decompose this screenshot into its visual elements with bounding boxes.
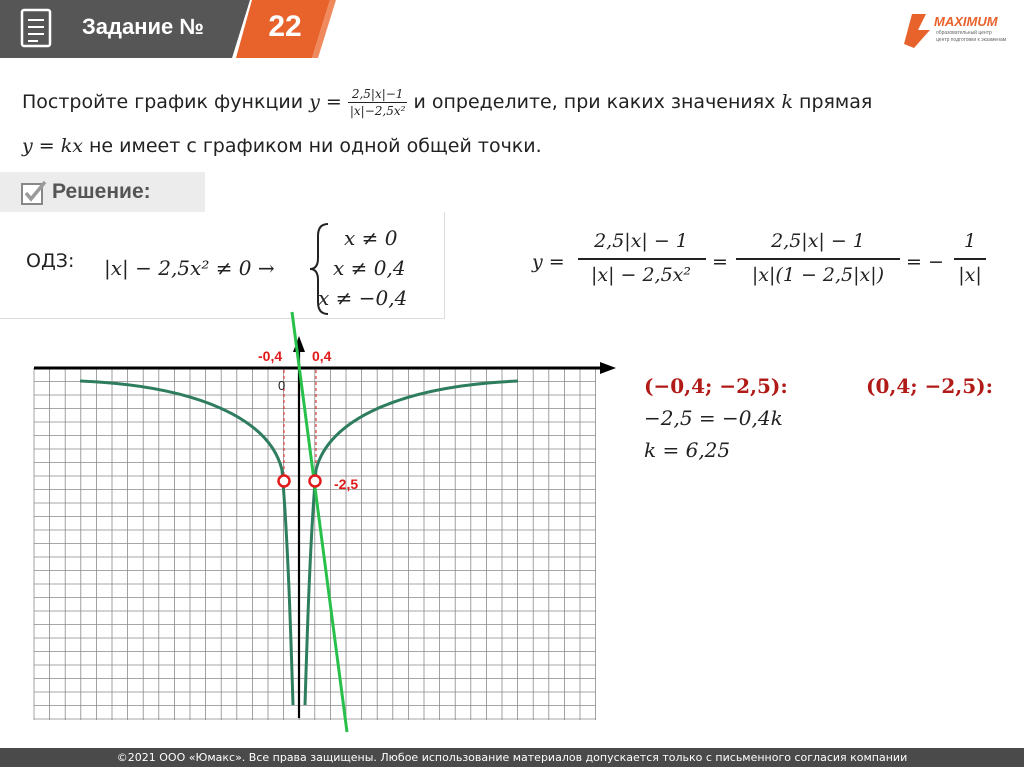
calc-equation: −2,5 = −0,4k bbox=[644, 406, 783, 430]
point-right-label: (0,4; −2,5): bbox=[866, 374, 994, 398]
simplify-den-3: |x| bbox=[958, 264, 982, 286]
solution-title: Решение: bbox=[52, 180, 151, 203]
logo-subtitle-1: образовательный центр bbox=[936, 30, 992, 36]
label-origin: 0 bbox=[278, 378, 286, 393]
task-fraction-num: 2,5|x|−1 bbox=[348, 86, 408, 103]
task-text-4: не имеет с графиком ни одной общей точки. bbox=[82, 135, 542, 157]
simplify-den-1: |x| − 2,5x² bbox=[590, 264, 692, 286]
task-text-2: и определите, при каких значениях bbox=[407, 91, 782, 113]
hole-point-left bbox=[279, 476, 290, 487]
task-text-1: Постройте график функции bbox=[22, 91, 310, 113]
hole-point-right bbox=[310, 476, 321, 487]
header-title: Задание № bbox=[82, 14, 204, 39]
task-text-3: прямая bbox=[792, 91, 873, 113]
x-axis-arrow-icon bbox=[600, 362, 616, 374]
odz-condition-1: x ≠ 0 bbox=[344, 226, 398, 250]
simplify-eq-2: = − bbox=[906, 251, 944, 273]
logo-word: MAXIMUM bbox=[934, 14, 998, 29]
label-minus-2-5: -2,5 bbox=[334, 476, 359, 492]
logo-subtitle-2: центр подготовки к экзаменам bbox=[936, 37, 1007, 43]
point-left-label: (−0,4; −2,5): bbox=[644, 374, 788, 398]
odz-condition-3: x ≠ −0,4 bbox=[318, 286, 408, 310]
simplify-num-2: 2,5|x| − 1 bbox=[771, 230, 865, 252]
task-number: 22 bbox=[268, 10, 302, 43]
task-y-eq: y = bbox=[309, 91, 348, 113]
simplify-num-3: 1 bbox=[963, 230, 977, 252]
task-k: k bbox=[781, 91, 793, 113]
simplify-eq-1: = bbox=[712, 251, 728, 273]
grid bbox=[34, 368, 596, 720]
odz-label: ОДЗ: bbox=[26, 250, 75, 272]
label-plus-0-4: 0,4 bbox=[312, 348, 332, 364]
calc-result: k = 6,25 bbox=[644, 438, 731, 462]
simplify-lhs: y = bbox=[532, 251, 565, 273]
task-line-eq: y = kx bbox=[22, 135, 83, 157]
odz-expression: |x| − 2,5x² ≠ 0 → bbox=[104, 256, 275, 280]
label-minus-0-4: -0,4 bbox=[258, 348, 283, 364]
simplify-den-2: |x|(1 − 2,5|x|) bbox=[751, 264, 885, 286]
simplify-num-1: 2,5|x| − 1 bbox=[594, 230, 688, 252]
footer-copyright: ©2021 ООО «Юмакс». Все права защищены. Любое использование материалов допускается только с письменного согласия компании bbox=[116, 751, 908, 764]
task-fraction-den: |x|−2,5x² bbox=[349, 104, 406, 118]
odz-condition-2: x ≠ 0,4 bbox=[333, 256, 406, 280]
line-y-kx bbox=[292, 312, 347, 732]
